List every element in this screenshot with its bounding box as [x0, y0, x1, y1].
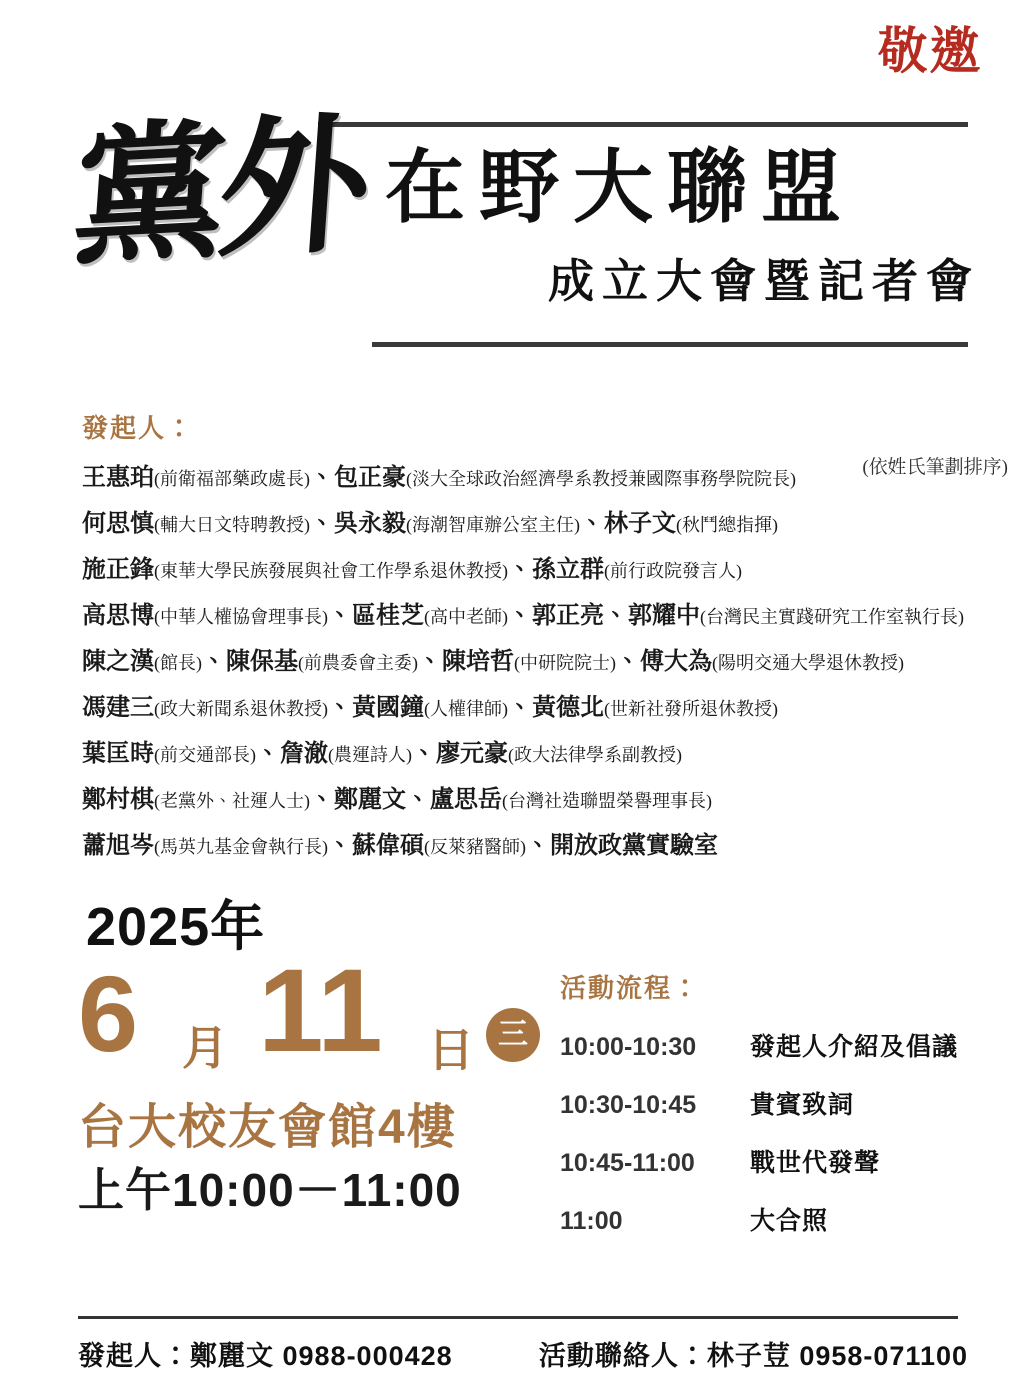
founder-name: 、林子文 [580, 511, 676, 537]
footer-founder-contact: 發起人：鄭麗文 0988-000428 [78, 1341, 453, 1371]
founder-role: (政大法律學系副教授) [508, 745, 682, 765]
founder-name: 何思慎 [82, 511, 154, 537]
founders-list [82, 463, 962, 861]
founder-name: 、陳培哲 [418, 649, 514, 675]
founder-role: (世新社發所退休教授) [604, 699, 778, 719]
founder-name: 、詹澈 [256, 741, 328, 767]
founder-role: (淡大全球政治經濟學系教授兼國際事務學院院長) [406, 469, 796, 489]
founder-role: (老黨外、社運人士) [154, 791, 310, 811]
page-title: 在野大聯盟 [385, 143, 855, 232]
founder-name: 、吳永毅 [310, 511, 406, 537]
agenda-row [560, 1085, 1000, 1121]
founder-role: (館長) [154, 653, 202, 673]
founder-name: 馮建三 [82, 695, 154, 721]
event-date-block [78, 897, 538, 1216]
agenda-list [560, 1027, 1000, 1237]
founder-role: (台灣社造聯盟榮譽理事長) [502, 791, 712, 811]
agenda-row [560, 1143, 1000, 1179]
footer-event-contact: 活動聯絡人：林子荳 0958-071100 [538, 1341, 968, 1371]
footer-divider [78, 1316, 958, 1319]
agenda-heading: 活動流程： [560, 973, 701, 1003]
agenda-item: 戰世代發聲 [750, 1149, 881, 1177]
founder-role: (中華人權協會理事長) [154, 607, 328, 627]
founder-name: 、包正豪 [310, 465, 406, 491]
event-weekday-badge: 三 [486, 1008, 540, 1062]
event-date-big [78, 945, 538, 1080]
founder-name: 鄭村棋 [82, 787, 154, 813]
founder-name: 高思博 [82, 603, 154, 629]
founder-role: (海潮智庫辦公室主任) [406, 515, 580, 535]
founder-role: (輔大日文特聘教授) [154, 515, 310, 535]
founder-line [82, 509, 962, 539]
title-rule-bottom [372, 342, 968, 347]
founder-line [82, 601, 962, 631]
founder-line [82, 693, 962, 723]
founder-role: (台灣民主實踐研究工作室執行長) [700, 607, 964, 627]
title-rule-top [318, 122, 968, 127]
founder-name: 、開放政黨實驗室 [526, 833, 718, 859]
founder-line [82, 463, 962, 493]
founder-name: 、黃德北 [508, 695, 604, 721]
founder-name: 葉匡時 [82, 741, 154, 767]
title-block [0, 100, 1030, 370]
founder-name: 、蘇偉碩 [328, 833, 424, 859]
founder-role: (前交通部長) [154, 745, 256, 765]
founder-name: 、傅大為 [616, 649, 712, 675]
agenda-section [560, 968, 1000, 1259]
founders-heading: 發起人： [82, 413, 195, 443]
brush-calligraphy-word: 黨外 [68, 102, 370, 284]
founder-role: (中研院院士) [514, 653, 616, 673]
event-venue: 台大校友會館4樓 [78, 1101, 457, 1154]
agenda-row [560, 1201, 1000, 1237]
agenda-row [560, 1027, 1000, 1063]
founder-name: 、廖元豪 [412, 741, 508, 767]
founder-line [82, 647, 962, 677]
invite-badge: 敬邀 [878, 23, 982, 79]
founder-role: (東華大學民族發展與社會工作學系退休教授) [154, 561, 508, 581]
founder-line [82, 555, 962, 585]
event-year: 2025年 [86, 897, 266, 957]
founder-name: 、鄭麗文、盧思岳 [310, 787, 502, 813]
founder-role: (馬英九基金會執行長) [154, 837, 328, 857]
founders-section [82, 408, 962, 877]
agenda-item: 大合照 [750, 1207, 829, 1235]
founder-role: (前衛福部藥政處長) [154, 469, 310, 489]
founder-role: (高中老師) [424, 607, 508, 627]
founder-name: 、郭正亮、郭耀中 [508, 603, 700, 629]
agenda-time: 10:45-11:00 [560, 1149, 695, 1177]
founder-name: 施正鋒 [82, 557, 154, 583]
event-month-number: 6 [78, 953, 139, 1074]
agenda-time: 11:00 [560, 1207, 623, 1235]
page-subtitle: 成立大會暨記者會 [548, 255, 980, 307]
founder-name: 、黃國鐘 [328, 695, 424, 721]
founder-name: 王惠珀 [82, 465, 154, 491]
agenda-item: 貴賓致詞 [750, 1091, 855, 1119]
founder-line [82, 785, 962, 815]
founder-name: 、區桂芝 [328, 603, 424, 629]
agenda-item: 發起人介紹及倡議 [750, 1033, 959, 1061]
founder-role: (秋鬥總指揮) [676, 515, 778, 535]
founder-role: (陽明交通大學退休教授) [712, 653, 904, 673]
event-month-char: 月 [182, 1022, 228, 1074]
agenda-time: 10:00-10:30 [560, 1033, 697, 1061]
founder-role: (前農委會主委) [298, 653, 418, 673]
founder-name: 蕭旭岑 [82, 833, 154, 859]
founder-line [82, 739, 962, 769]
founder-role: (前行政院發言人) [604, 561, 742, 581]
founder-role: (反萊豬醫師) [424, 837, 526, 857]
agenda-time: 10:30-10:45 [560, 1091, 697, 1119]
founders-order-note: (依姓氏筆劃排序) [862, 457, 1008, 478]
founder-role: (農運詩人) [328, 745, 412, 765]
event-day-char: 日 [428, 1024, 474, 1076]
founder-name: 陳之漢 [82, 649, 154, 675]
founder-role: (人權律師) [424, 699, 508, 719]
event-time-range: 上午10:00－11:00 [78, 1163, 462, 1216]
founder-role: (政大新聞系退休教授) [154, 699, 328, 719]
founder-name: 、孫立群 [508, 557, 604, 583]
founder-name: 、陳保基 [202, 649, 298, 675]
founder-line [82, 831, 962, 861]
footer-contacts [78, 1334, 968, 1373]
event-day-number: 11 [258, 945, 383, 1077]
